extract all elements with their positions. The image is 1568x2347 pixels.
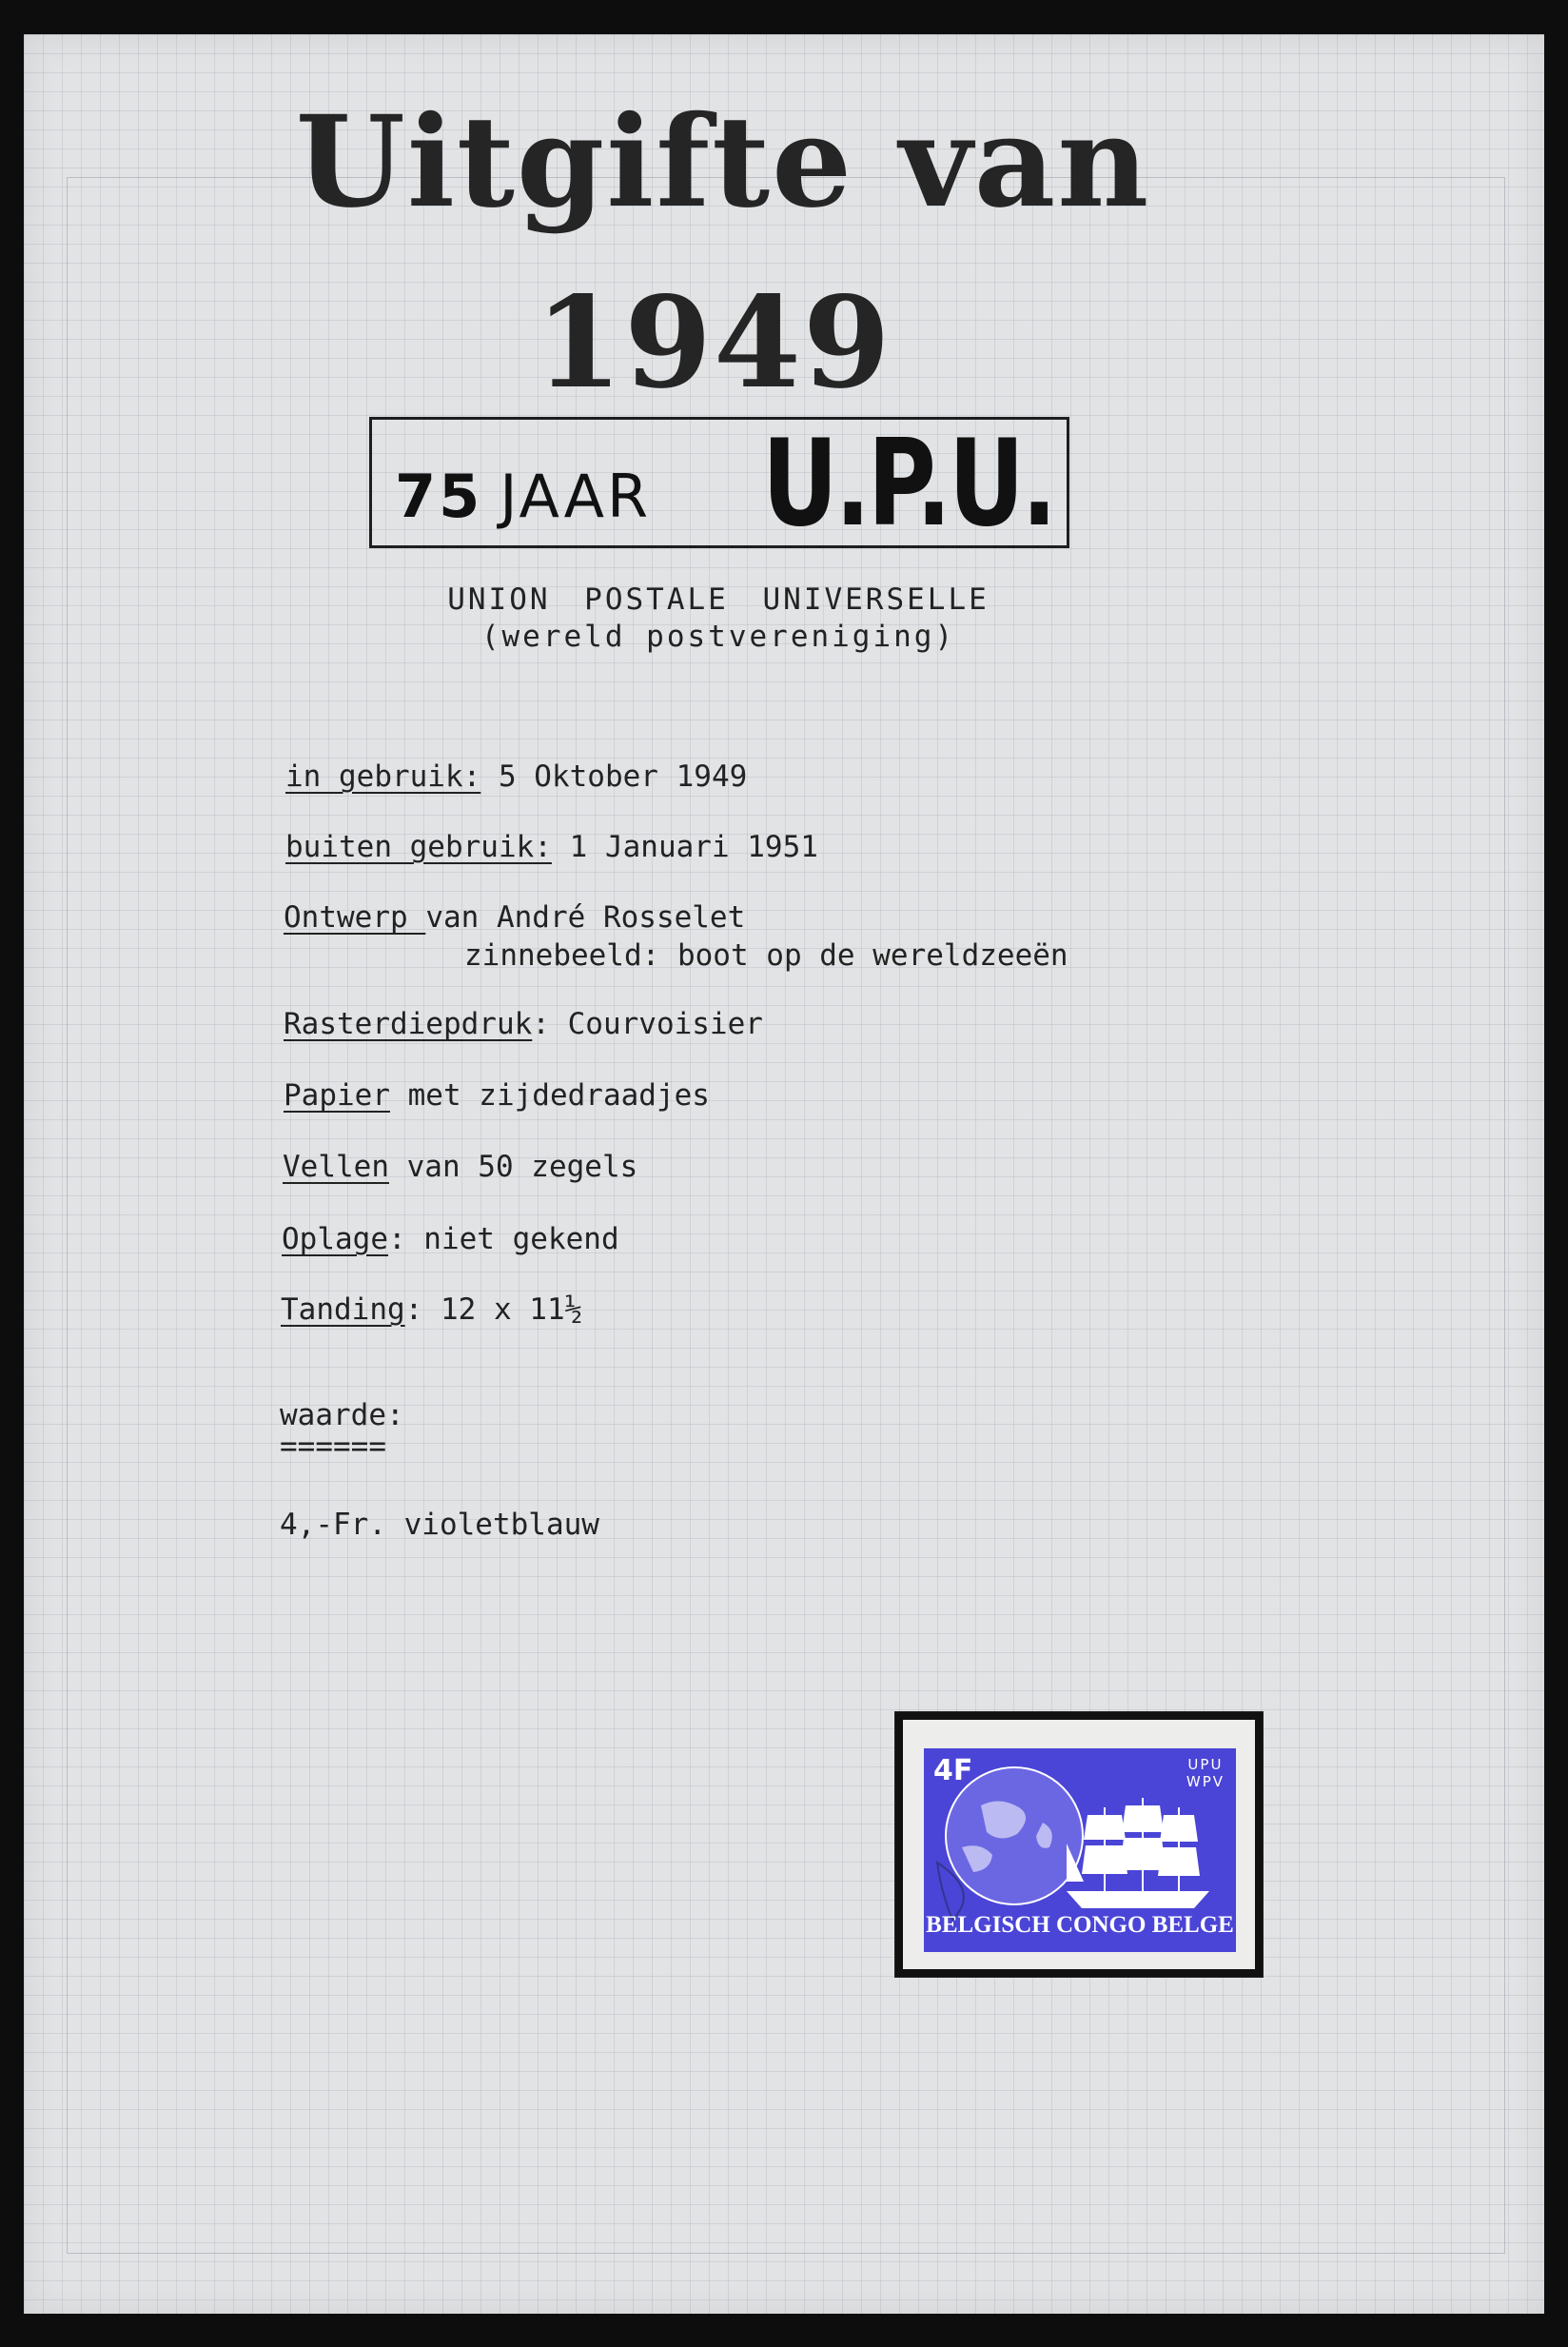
upu-banner <box>369 413 1069 553</box>
in-gebruik-value: 5 Oktober 1949 <box>480 759 748 794</box>
waarde-label: waarde: <box>280 1398 404 1432</box>
ship-hull-icon <box>1067 1891 1209 1908</box>
buiten-gebruik-row <box>285 828 818 866</box>
page-title: Uitgifte van <box>295 89 1151 236</box>
stamp-mount <box>894 1711 1264 1978</box>
stamp-paper <box>903 1720 1255 1969</box>
tanding-row <box>281 1291 582 1329</box>
in-gebruik-label: in gebruik: <box>285 759 481 794</box>
stamp-upu-bottom: WPV <box>1186 1773 1225 1790</box>
tanding-label: Tanding <box>281 1292 405 1327</box>
buiten-gebruik-label: buiten gebruik: <box>285 830 552 864</box>
ontwerp-label: Ontwerp <box>284 900 426 935</box>
ontwerp-extra: zinnebeeld: boot op de wereldzeeën <box>464 938 1068 973</box>
globe-icon <box>946 1767 1083 1904</box>
banner-upu: U.P.U. <box>762 413 1054 553</box>
druk-value: : Courvoisier <box>532 1007 763 1041</box>
stamp-value: 4F <box>933 1754 973 1787</box>
stamp-image <box>924 1748 1236 1952</box>
ontwerp-row <box>284 898 745 937</box>
druk-label: Rasterdiepdruk <box>284 1007 533 1041</box>
druk-row <box>284 1005 763 1043</box>
tanding-value: : 12 x 11½ <box>404 1292 583 1327</box>
banner-years: 75 <box>395 462 483 531</box>
waarde-rule: ====== <box>280 1430 386 1464</box>
album-page <box>24 34 1544 2314</box>
buiten-gebruik-value: 1 Januari 1951 <box>551 830 818 864</box>
vellen-value: van 50 zegels <box>388 1150 638 1184</box>
papier-value: met zijdedraadjes <box>389 1078 710 1113</box>
stamp-upu-top: UPU <box>1187 1756 1224 1773</box>
oplage-row <box>282 1220 619 1258</box>
vellen-label: Vellen <box>283 1150 389 1184</box>
ontwerp-value: van André Rosselet <box>425 900 746 935</box>
papier-row <box>284 1076 710 1114</box>
waarde-value: 4,-Fr. violetblauw <box>280 1508 599 1542</box>
year-title: 1949 <box>535 269 892 417</box>
in-gebruik-row <box>285 758 747 796</box>
union-subheading: (wereld postvereniging) <box>480 620 956 654</box>
union-heading: UNION POSTALE UNIVERSELLE <box>447 582 990 617</box>
oplage-value: : niet gekend <box>387 1222 619 1256</box>
banner-word: JAAR <box>500 462 652 531</box>
vellen-row <box>283 1148 637 1186</box>
stamp-country: BELGISCH CONGO BELGE <box>926 1912 1234 1938</box>
stamp-upu <box>1186 1756 1225 1790</box>
oplage-label: Oplage <box>282 1222 388 1256</box>
banner-jaar <box>395 462 651 531</box>
papier-label: Papier <box>284 1078 390 1113</box>
